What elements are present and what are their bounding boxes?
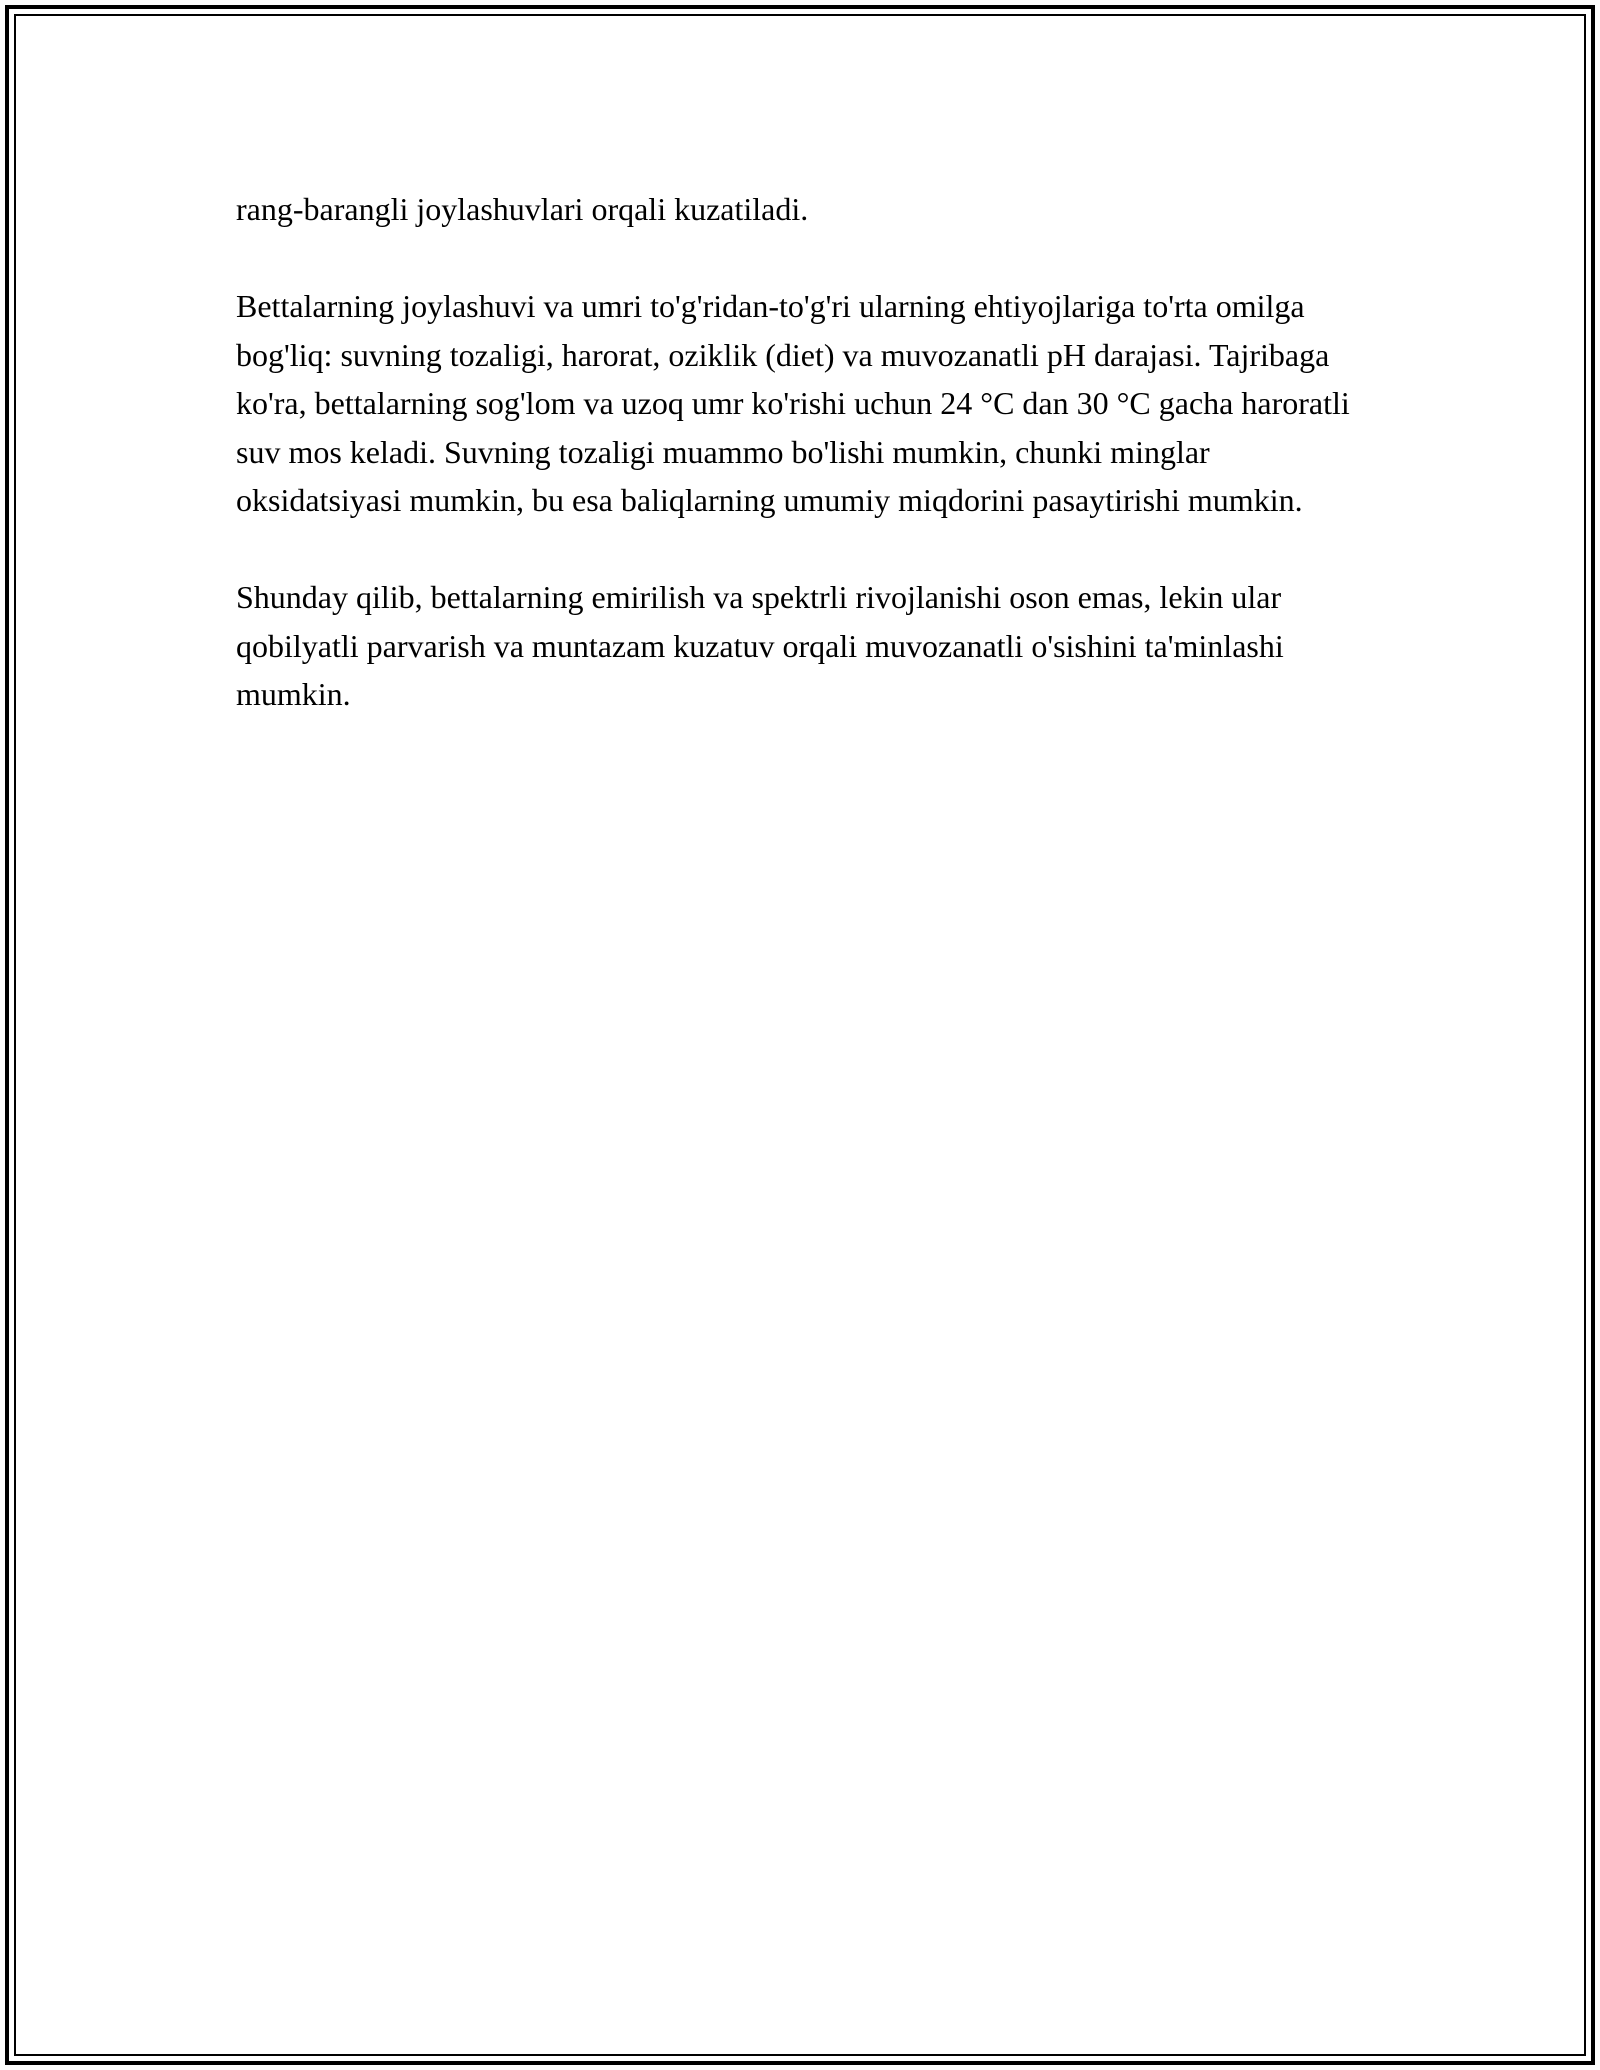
paragraph-conclusion: Shunday qilib, bettalarning emirilish va spektrli rivojlanishi oson emas, lekin ular qobilyatli parvarish va muntazam kuzatuv orqali muvozanatli o'sishini ta'minlashi mumkin. xyxy=(236,579,1284,712)
paragraph-betta-conditions: Bettalarning joylashuvi va umri to'g'ridan-to'g'ri ularning ehtiyojlariga to'rta omilga bog'liq: suvning tozaligi, harorat, oziklik (diet) va muvozanatli pH darajasi. Tajribaga ko'ra, bettalarning sog'lom va uzoq umr ko'rishi uchun 24 °C dan 30 °C gacha haroratli suv mos keladi. Suvning tozaligi muammo bo'lishi mumkin, chunki minglar oksidatsiyasi mumkin, bu esa baliqlarning umumiy miqdorini pasaytirishi mumkin. xyxy=(236,288,1350,518)
document-body xyxy=(236,185,1376,719)
paragraph-continuation: rang-barangli joylashuvlari orqali kuzatiladi. xyxy=(236,191,809,227)
